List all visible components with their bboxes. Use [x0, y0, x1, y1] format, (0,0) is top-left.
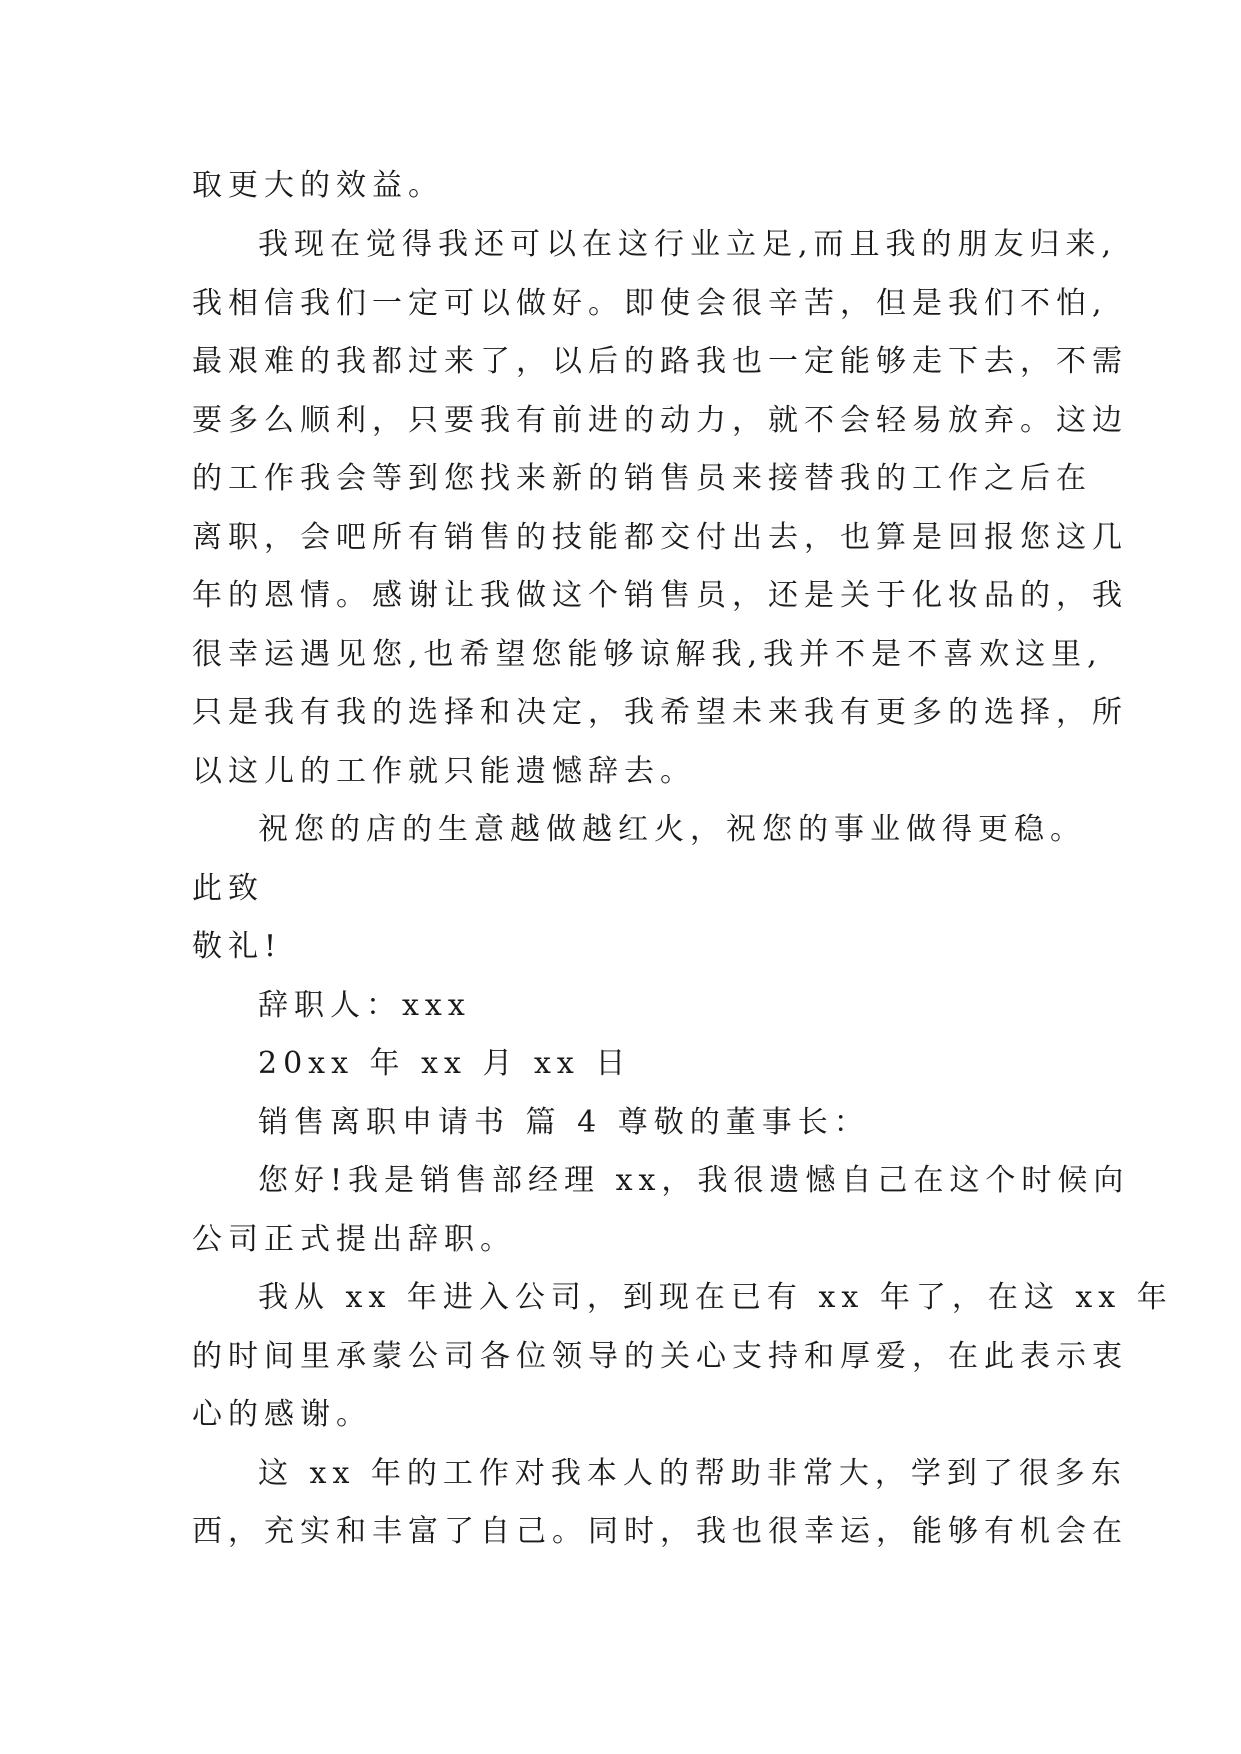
- text-line: 以这儿的工作就只能遗憾辞去。: [192, 754, 696, 789]
- text-line: 年的恩情。感谢让我做这个销售员，还是关于化妆品的，我: [192, 578, 1128, 613]
- section-heading: 销售离职申请书 篇 4 尊敬的董事长：: [258, 1105, 870, 1140]
- text-line: 的时间里承蒙公司各位领导的关心支持和厚爱，在此表示衷: [192, 1339, 1128, 1374]
- text-line: 这 xx 年的工作对我本人的帮助非常大，学到了很多东: [258, 1456, 1127, 1491]
- text-line: 我现在觉得我还可以在这行业立足,而且我的朋友归来,: [258, 227, 1118, 262]
- closing-salutation: 此致: [192, 871, 264, 906]
- text-line: 心的感谢。: [192, 1397, 372, 1432]
- signature-date: 20xx 年 xx 月 xx 日: [258, 1046, 632, 1081]
- text-line: 我相信我们一定可以做好。即使会很辛苦，但是我们不怕,: [192, 286, 1108, 321]
- text-line: 取更大的效益。: [192, 168, 444, 203]
- text-line: 西，充实和丰富了自己。同时，我也很幸运，能够有机会在: [192, 1514, 1128, 1549]
- text-line: 很幸运遇见您,也希望您能够谅解我,我并不是不喜欢这里,: [192, 637, 1103, 672]
- text-line: 公司正式提出辞职。: [192, 1222, 516, 1257]
- text-line: 祝您的店的生意越做越红火，祝您的事业做得更稳。: [258, 812, 1086, 847]
- text-line: 只是我有我的选择和决定，我希望未来我有更多的选择，所: [192, 695, 1128, 730]
- text-line: 离职，会吧所有销售的技能都交付出去，也算是回报您这几: [192, 520, 1128, 555]
- text-line: 的工作我会等到您找来新的销售员来接替我的工作之后在: [192, 461, 1092, 496]
- closing-regards: 敬礼!: [192, 929, 283, 964]
- text-line: 最艰难的我都过来了，以后的路我也一定能够走下去，不需: [192, 344, 1128, 379]
- text-line: 您好!我是销售部经理 xx，我很遗憾自己在这个时候向: [258, 1163, 1130, 1198]
- text-line: 我从 xx 年进入公司，到现在已有 xx 年了，在这 xx 年: [258, 1280, 1173, 1315]
- signature-name: 辞职人：xxx: [258, 988, 471, 1023]
- text-line: 要多么顺利，只要我有前进的动力，就不会轻易放弃。这边: [192, 403, 1128, 438]
